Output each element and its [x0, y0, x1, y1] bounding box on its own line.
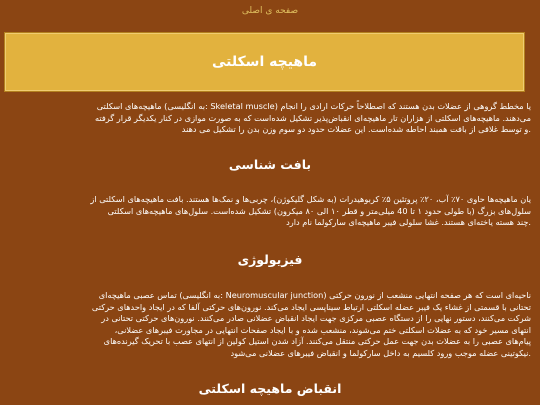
physiology-line: .نیکوتینی عضله موجب ورود کلسیم به داخل سارکولما و انقباض فیبرهای عضلانی می‌شود: [230, 347, 531, 358]
physiology-paragraph: [4, 290, 531, 359]
heading-histology: بافت شناسی: [228, 157, 312, 172]
heading-physiology: فیزیولوژی: [237, 252, 303, 267]
intro-paragraph: [4, 101, 531, 136]
heading-contraction: انقباض ماهیچه اسکلتی: [198, 381, 342, 396]
histology-line: .چند هسته یاخته‌ای هستند. غشا سلولی فیبر ماهیچه‌ای سارکولما نام دارد: [286, 217, 531, 227]
histology-line: سلول‌های بزرگ (با طولی حدود ۱ تا 40 میلی‌متر و قطر ۱۰ الی ۸۰ میکرون) تشکیل شده‌است. سلول‌های ماهیچه‌های اسکلتی: [107, 205, 531, 216]
intro-line: می‌دهند. ماهیچه‌های اسکلتی از هزاران تار ماهیچه‌ای انقباض‌پذیر تشکیل شده‌است که به صورت موازی در کنار یکدیگر قرار گرفته: [94, 112, 531, 123]
histology-paragraph: [4, 194, 531, 229]
page-title: ماهیچه اسکلتی: [211, 54, 318, 70]
intro-line: یا مخطط گروهی از عضلات بدن هستند که اصطلاحاً حرکات ارادی را انجام (Skeletal muscle :به انگلیسی) ماهیچه‌های اسکلتی: [96, 101, 531, 111]
intro-line: .و توسط غلافی از بافت همبند احاطه شده‌است. این عضلات حدود دو سوم وزن بدن را تشکیل می دهند: [181, 124, 531, 134]
home-link[interactable]: صفحه ی اصلی: [241, 6, 299, 16]
histology-line: یان ماهیچه‌ها حاوی ۷۰٪ آب، ۲۰٪ پروتئین ۵٪ کربوهیدرات (به شکل گلیکوژن)، چربی‌ها و نمک‌ها هستند. بافت ماهیچه‌های اسکلتی از: [90, 194, 531, 204]
physiology-line: ناحیه‌ای است که هر صفحه انتهایی منشعب از نورون حرکتی (Neuromuscular junction :به انگلیسی) تماس عصبی ماهیچه‌ای: [98, 290, 531, 300]
physiology-line: پیام‌های عصبی را به عضلات بدن جهت عمل حرکتی منتقل می‌کنند. آزاد شدن استیل کولین از انتهای عصب با تحریک گیرنده‌های: [103, 336, 531, 346]
physiology-line: انتهای مسیر خود که به عضلات اسکلتی ختم می‌شوند، منشعب شده و با ایجاد صفحات انتهایی در مجاورت فیبرهای عضلانی،: [114, 324, 531, 335]
physiology-line: شرکت می‌کنند، دستور نهایی را از دستگاه عصبی مرکزی جهت ایجاد انقباض عضلانی صادر می‌کنند. نورون‌های حرکتی تحتانی در: [101, 313, 531, 323]
physiology-line: تحتانی با قسمتی از غشاء یک فیبر عضله اسکلتی ارتباط سیناپسی ایجاد می‌کند. نورون‌های حرکتی آلفا که در ایجاد واحدهای حرکتی: [91, 301, 531, 312]
title-box: [4, 32, 525, 92]
